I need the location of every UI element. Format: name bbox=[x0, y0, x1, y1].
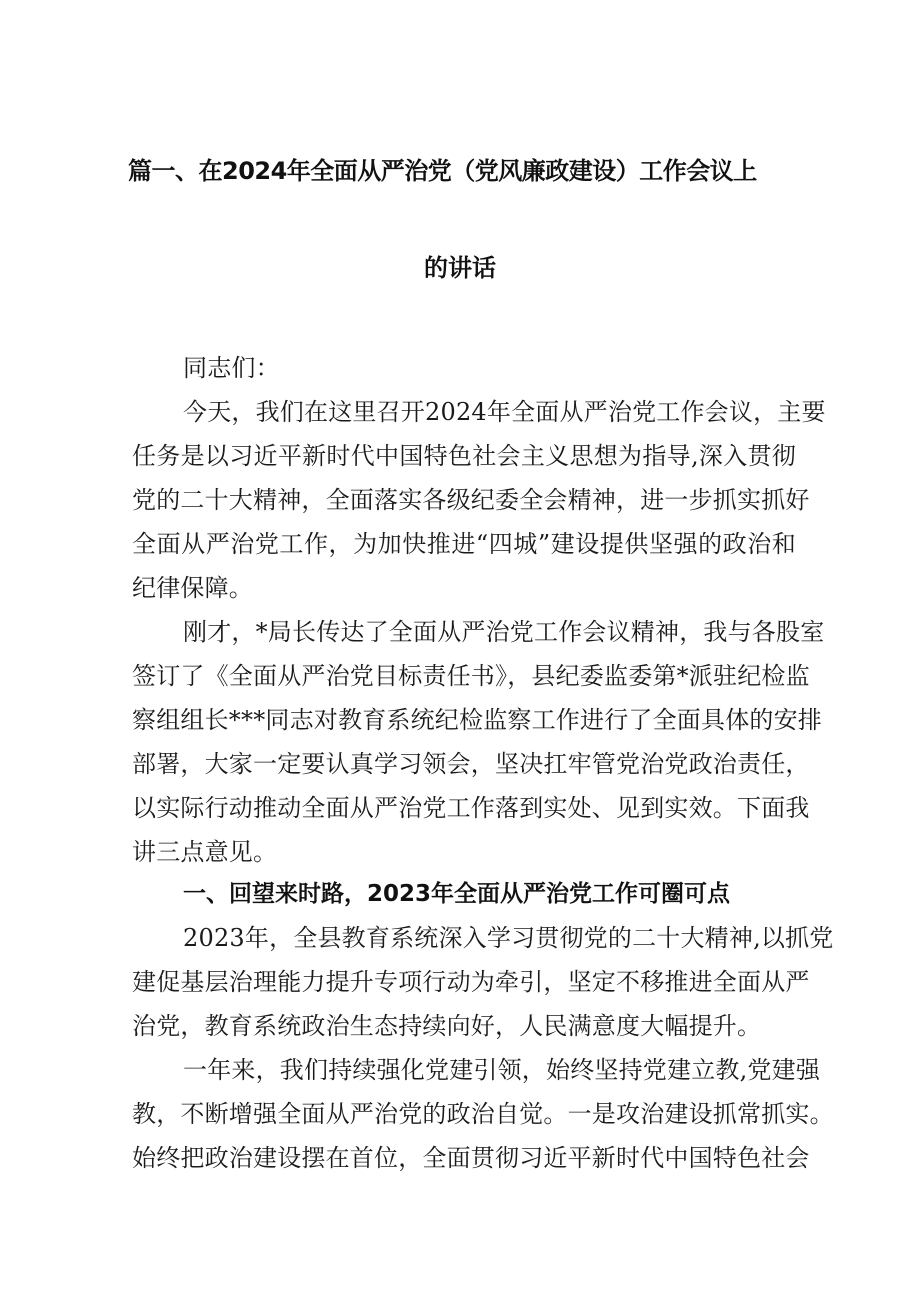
paragraph-2-line-6: 讲三点意见。 bbox=[132, 838, 278, 866]
paragraph-2-line-5: 以实际行动推动全面从严治党工作落到实处、见到实效。下面我 bbox=[132, 794, 810, 822]
section-paragraph-2-line-2: 教，不断增强全面从严治党的政治自觉。一是攻治建设抓常抓实。 bbox=[132, 1100, 834, 1128]
document-title-line-2: 的讲话 bbox=[424, 254, 496, 282]
section-paragraph-1-line-2: 建促基层治理能力提升专项行动为牵引，坚定不移推进全面从严 bbox=[132, 968, 810, 996]
paragraph-2-line-1: 刚才，*局长传达了全面从严治党工作会议精神，我与各股室 bbox=[183, 618, 825, 646]
paragraph-2-line-4: 部署，大家一定要认真学习领会，坚决扛牢管党治党政治责任， bbox=[132, 750, 810, 778]
salutation: 同志们： bbox=[183, 354, 280, 382]
section-paragraph-1-line-1: 2023年，全县教育系统深入学习贯彻党的二十大精神,以抓党 bbox=[183, 924, 834, 952]
paragraph-2-line-3: 察组组长***同志对教育系统纪检监察工作进行了全面具体的安排 bbox=[132, 706, 822, 734]
paragraph-1-line-2: 任务是以习近平新时代中国特色社会主义思想为指导,深入贯彻 bbox=[132, 442, 796, 470]
paragraph-1-line-5: 纪律保障。 bbox=[132, 574, 253, 602]
paragraph-1-line-4: 全面从严治党工作，为加快推进“四城”建设提供坚强的政治和 bbox=[132, 530, 796, 558]
section-paragraph-1-line-3: 治党，教育系统政治生态持续向好，人民满意度大幅提升。 bbox=[132, 1012, 762, 1040]
paragraph-2-line-2: 签订了《全面从严治党目标责任书》，县纪委监委第*派驻纪检监 bbox=[132, 662, 810, 690]
section-paragraph-2-line-1: 一年来，我们持续强化党建引领，始终坚持党建立教,党建强 bbox=[183, 1056, 821, 1084]
section-paragraph-2-line-3: 始终把政治建设摆在首位，全面贯彻习近平新时代中国特色社会 bbox=[132, 1144, 810, 1172]
section-heading: 一、回望来时路，2023年全面从严治党工作可圈可点 bbox=[183, 881, 731, 907]
paragraph-1-line-3: 党的二十大精神，全面落实各级纪委全会精神，进一步抓实抓好 bbox=[132, 486, 810, 514]
document-title-line-1: 篇一、在2024年全面从严治党（党风廉政建设）工作会议上 bbox=[128, 157, 757, 185]
paragraph-1-line-1: 今天，我们在这里召开2024年全面从严治党工作会议，主要 bbox=[183, 398, 826, 426]
